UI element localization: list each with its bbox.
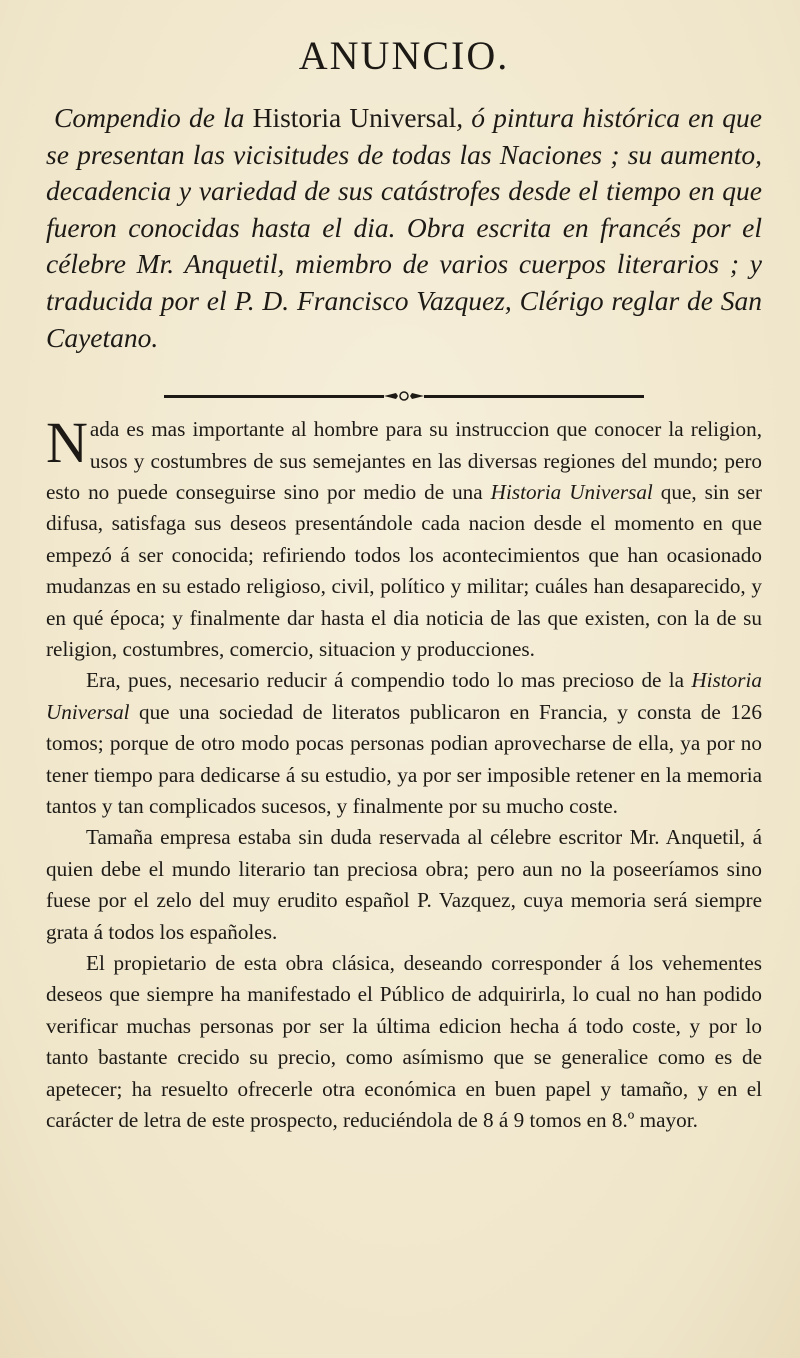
ornamental-rule — [164, 390, 644, 402]
intro-work-title: Historia Universal — [252, 102, 457, 133]
paragraph-1-text-c: que, sin ser difusa, satisfaga sus deseos presentándole cada nacion desde el momento en que empezó á ser conocida; refiriendo todos los acontecimientos que han ocasionado mudanzas en su estado religioso, civil, político y militar; cuáles han desaparecido, y en qué época; y finalmente dar hasta el dia noticia de las que existen, con la de su religion, costumbres, comercio, situacion y producciones. — [46, 479, 762, 661]
paragraph-1-text-a: ada es mas importante al hombre para su instruccion que conocer la religion, usos y costumbres de sus semejantes en las diversas regiones del mundo; pero esto no puede conseguirse sino por medio de una — [46, 417, 762, 504]
paragraph-3: Tamaña empresa estaba sin duda reservada al célebre escritor Mr. Anquetil, á quien debe el mundo literario tan preciosa obra; pero aun no la poseeríamos sino fuese por el zelo del muy erudito español P. Vazquez, cuya memoria será siempre grata á todos los españoles. — [46, 825, 762, 944]
paragraph-2-text-a: Era, pues, necesario reducir á compendio todo lo mas precioso de la — [86, 668, 692, 693]
paragraph-2-text-c: que una sociedad de literatos publicaron en Francia, y consta de 126 tomos; porque de otro modo pocas personas podian aprovecharse de ella, ya por no tener tiempo para dedicarse á su estudio, ya por ser imposible retener en la memoria tantos y tan complicados sucesos, y finalmente por su mucho coste. — [46, 699, 762, 819]
intro-part-1: Compendio de la — [54, 102, 253, 133]
rule-ornament-icon — [384, 390, 424, 402]
paragraph-2-work-title: Historia Universal — [46, 668, 762, 724]
drop-cap: N — [46, 410, 88, 476]
intro-paragraph — [46, 100, 762, 356]
paragraph-1 — [46, 410, 762, 665]
paragraph-2 — [46, 665, 762, 822]
rule-right-bar — [424, 395, 644, 398]
intro-part-4: pintura histórica en que se presentan las vicisitudes de todas las Naciones ; su aumento, decadencia y variedad de sus catástrofes desde el tiempo en que fueron conocidas hasta el dia. Obra escrita en francés por el célebre Mr. Anquetil, miembro de varios cuerpos literarios ; y traducida por el P. D. Francisco Vazquez, Clérigo reglar de San Cayetano. — [46, 102, 762, 353]
paragraph-4: El propietario de esta obra clásica, deseando corresponder á los vehementes deseos que siempre ha manifestado el Público de adquirirla, lo cual no han podido verificar muchas personas por ser la última edicion hecha á todo coste, y por lo tanto bastante crecido su precio, como asímismo que se generalice como es de apetecer; ha resuelto ofrecerle otra económica en buen papel y tamaño, y en el carácter de letra de este prospecto, reduciéndola de 8 á 9 tomos en 8.º mayor. — [46, 951, 762, 1133]
intro-part-3: , ó — [456, 102, 494, 133]
rule-left-bar — [164, 395, 384, 398]
paragraph-1-work-title: Historia Universal — [490, 479, 653, 504]
body-text — [46, 410, 762, 1136]
page-title: ANUNCIO. — [298, 33, 510, 78]
